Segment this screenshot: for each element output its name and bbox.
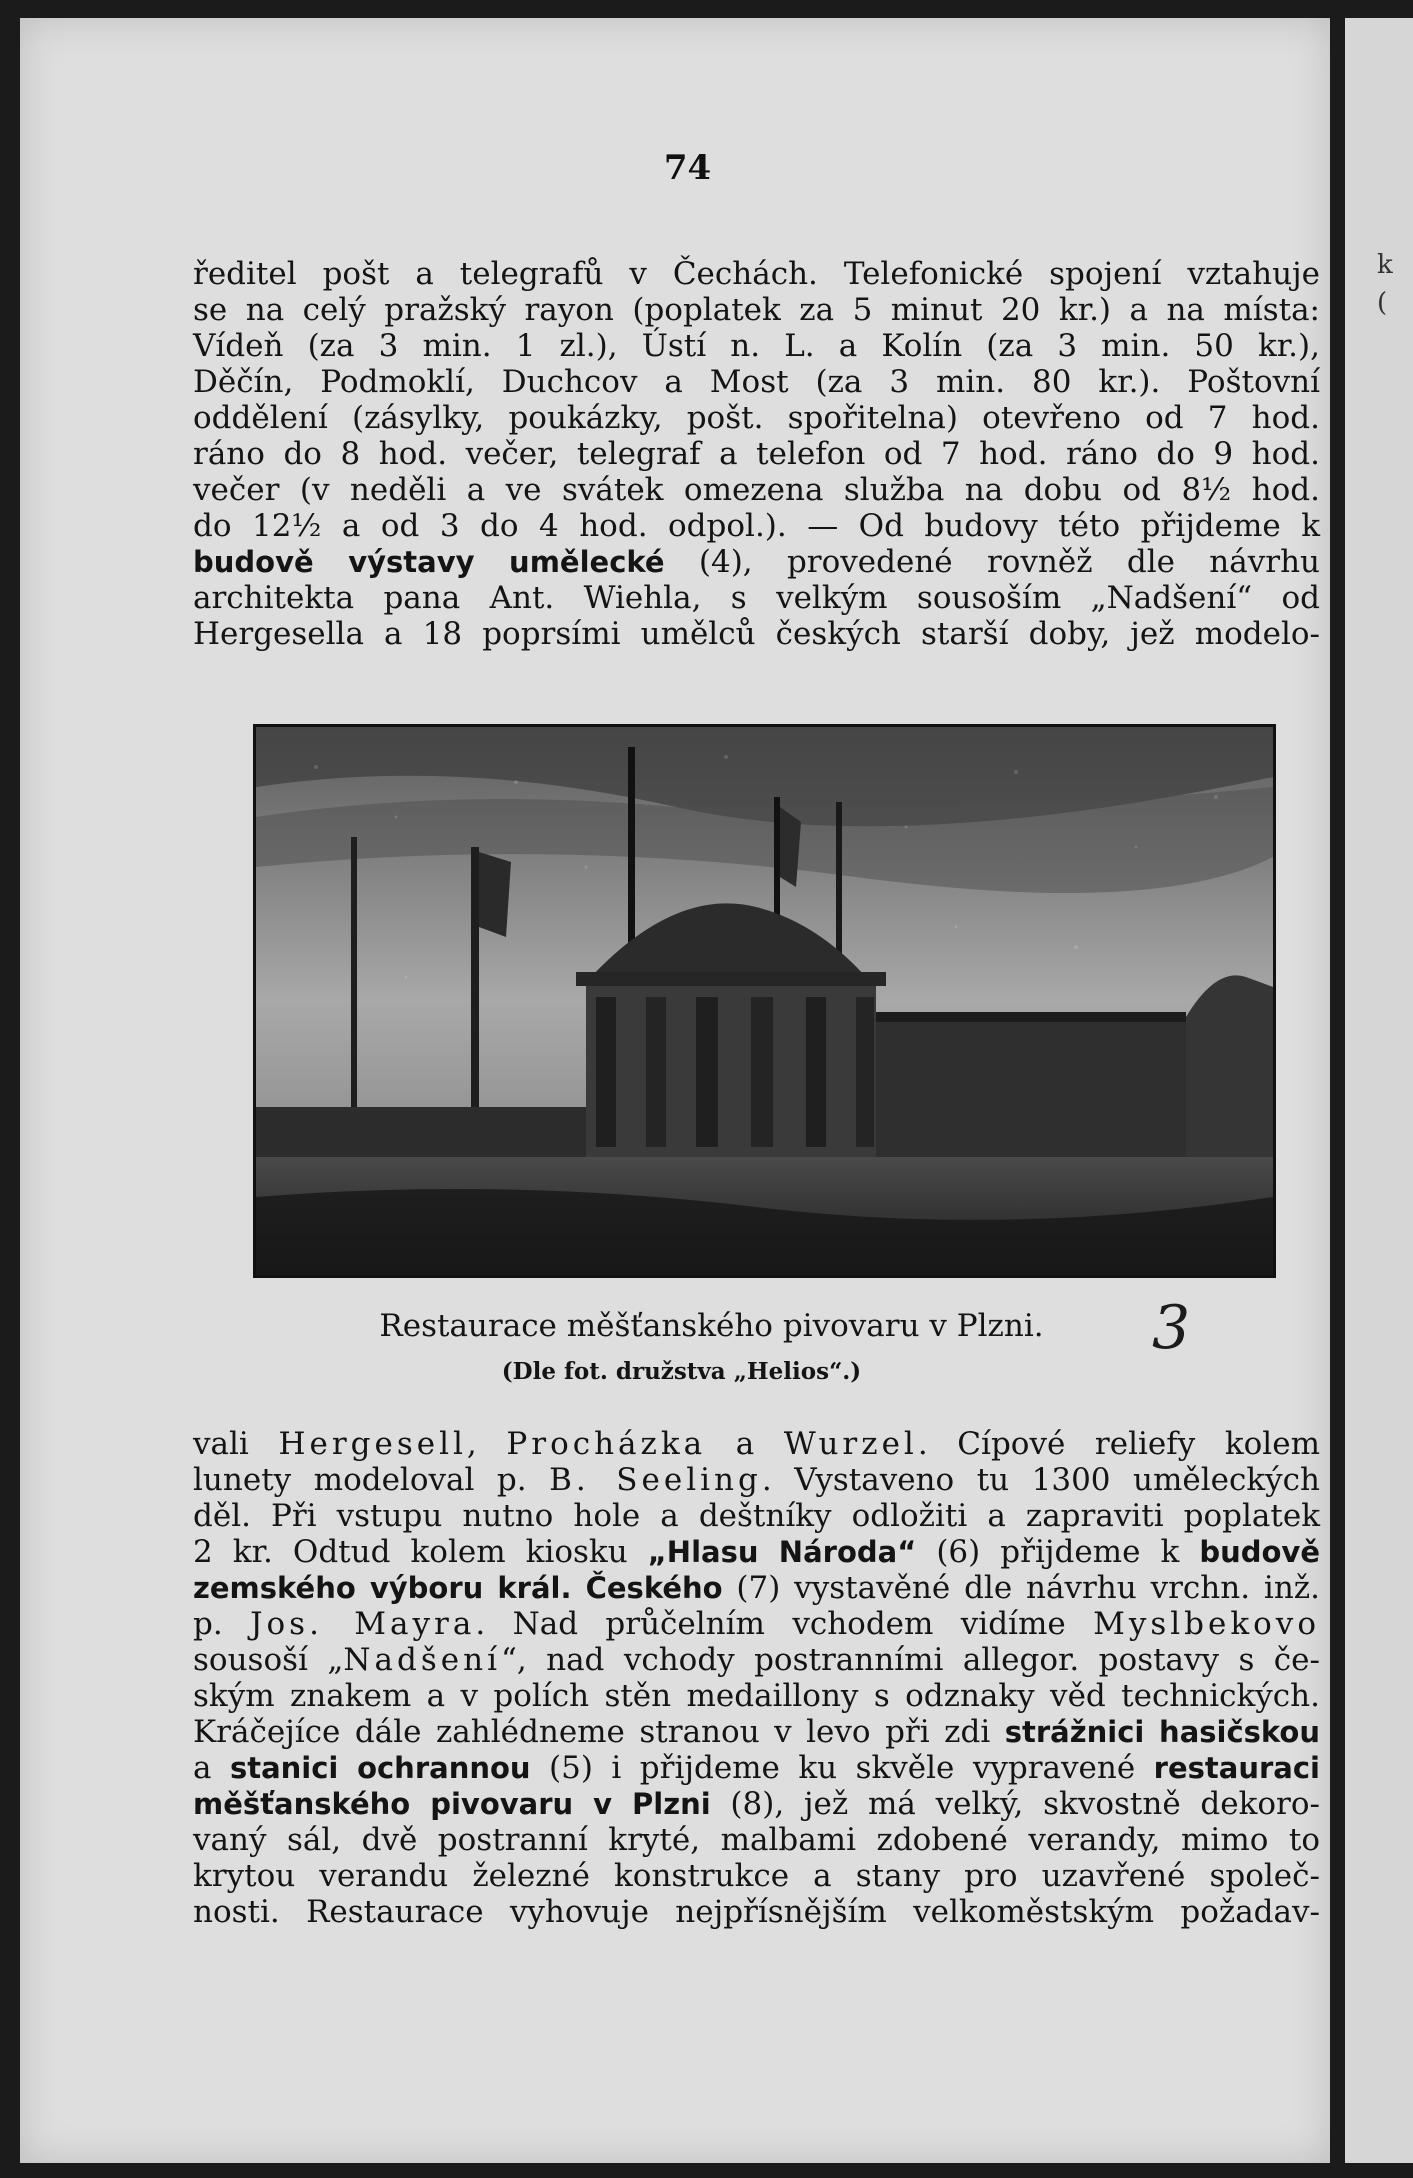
text-run: lunety modeloval p. <box>193 1462 550 1498</box>
name-spaced: Jos. Mayra <box>250 1606 476 1642</box>
bold-term: zemského výboru král. Českého <box>193 1571 723 1605</box>
photo-caption: Restaurace měšťanského pivovaru v Plzni. <box>379 1308 1044 1344</box>
photograph-image <box>256 727 1273 1275</box>
bold-term: strážnici hasičskou <box>1004 1715 1321 1749</box>
edge-letter: ( <box>1377 288 1388 318</box>
text-run: sousoší „ <box>193 1642 344 1678</box>
text-line: ředitel pošt a telegrafů v Čechách. Telefonické spojení vztahuje <box>193 256 1320 292</box>
text-line: architekta pana Ant. Wiehla, s velkým sousoším „Nadšení“ od <box>193 580 1320 616</box>
text-line: oddělení (zásylky, poukázky, pošt. spořitelna) otevřeno od 7 hod. <box>193 400 1320 436</box>
text-line: Hergesella a 18 poprsími umělců českých starší doby, jež modelo- <box>193 616 1320 652</box>
text-run: (6) přijdeme k <box>916 1534 1200 1570</box>
bold-term: budově výstavy umělecké <box>193 545 665 579</box>
text-run: (4), provedené rovněž dle návrhu <box>664 544 1320 580</box>
bold-term: „Hlasu Národa“ <box>647 1535 917 1569</box>
text-run: (5) i přijdeme ku skvěle vypravené <box>530 1750 1154 1786</box>
text-line <box>193 1606 1320 1642</box>
text-run: . Cípové reliefy kolem <box>917 1426 1320 1462</box>
text-line <box>193 1642 1320 1678</box>
bold-term: měšťanského pivovaru v Plzni <box>193 1787 711 1821</box>
photograph <box>253 724 1276 1278</box>
book-page <box>20 18 1330 2163</box>
text-line <box>193 1426 1320 1462</box>
text-line: se na celý pražský rayon (poplatek za 5 minut 20 kr.) a na místa: <box>193 292 1320 328</box>
text-run: 2 kr. Odtud kolem kiosku <box>193 1534 648 1570</box>
text-line: nosti. Restaurace vyhovuje nejpřísnějším velkoměstským požadav- <box>193 1894 1320 1930</box>
paragraph-top <box>193 256 1320 652</box>
text-line <box>193 1714 1320 1750</box>
text-run: . Nad průčelním vchodem vidíme <box>475 1606 1094 1642</box>
text-line <box>193 1786 1320 1822</box>
adjacent-page-edge <box>1345 18 1413 2163</box>
photo-credit: (Dle fot. družstva „Helios“.) <box>501 1358 862 1385</box>
text-line <box>193 1534 1320 1570</box>
text-line <box>193 1750 1320 1786</box>
paragraph-bottom <box>193 1426 1320 1930</box>
text-line: vaný sál, dvě postranní kryté, malbami zdobené verandy, mimo to <box>193 1822 1320 1858</box>
text-run: (8), jež má velký, skvostně dekoro- <box>710 1786 1320 1822</box>
name-spaced: Nadšení <box>343 1642 501 1678</box>
bold-term: restauraci <box>1153 1751 1320 1785</box>
name-spaced: Wurzel <box>783 1426 918 1462</box>
text-run: . Vystaveno tu 1300 uměleckých <box>761 1462 1320 1498</box>
text-run: p. <box>193 1606 251 1642</box>
text-run: vali <box>193 1426 279 1462</box>
bold-term: budově <box>1199 1535 1321 1569</box>
text-line <box>193 544 1320 580</box>
text-run: Kráčejíce dále zahlédneme stranou v levo při zdi <box>193 1714 1005 1750</box>
text-run: a <box>706 1426 784 1462</box>
text-line: krytou verandu železné konstrukce a stany pro uzavřené společ- <box>193 1858 1320 1894</box>
handwritten-mark: 3 <box>1152 1293 1191 1363</box>
text-line: Vídeň (za 3 min. 1 zl.), Ústí n. L. a Kolín (za 3 min. 50 kr.), <box>193 328 1320 364</box>
text-line: ráno do 8 hod. večer, telegraf a telefon od 7 hod. ráno do 9 hod. <box>193 436 1320 472</box>
page-number: 74 <box>663 148 712 188</box>
text-run: , <box>466 1426 507 1462</box>
name-spaced: B. Seeling <box>549 1462 762 1498</box>
name-spaced: Hergesell <box>278 1426 467 1462</box>
text-line: večer (v neděli a ve svátek omezena služba na dobu od 8½ hod. <box>193 472 1320 508</box>
text-line: Děčín, Podmoklí, Duchcov a Most (za 3 min. 80 kr.). Poštovní <box>193 364 1320 400</box>
text-line <box>193 1570 1320 1606</box>
text-run: (7) vystavěné dle návrhu vrchn. inž. <box>722 1570 1320 1606</box>
text-line <box>193 1462 1320 1498</box>
text-run: “, nad vchody postranními allegor. postavy s če- <box>501 1642 1320 1678</box>
text-line: ským znakem a v polích stěn medaillony s odznaky věd technických. <box>193 1678 1320 1714</box>
text-line: do 12½ a od 3 do 4 hod. odpol.). — Od budovy této přijdeme k <box>193 508 1320 544</box>
edge-letter: k <box>1377 250 1393 280</box>
bold-term: stanici ochrannou <box>229 1751 531 1785</box>
text-run: a <box>193 1750 230 1786</box>
name-spaced: Procházka <box>506 1426 707 1462</box>
text-line: děl. Při vstupu nutno hole a deštníky odložiti a zapraviti poplatek <box>193 1498 1320 1534</box>
name-spaced: Myslbekovo <box>1093 1606 1320 1642</box>
